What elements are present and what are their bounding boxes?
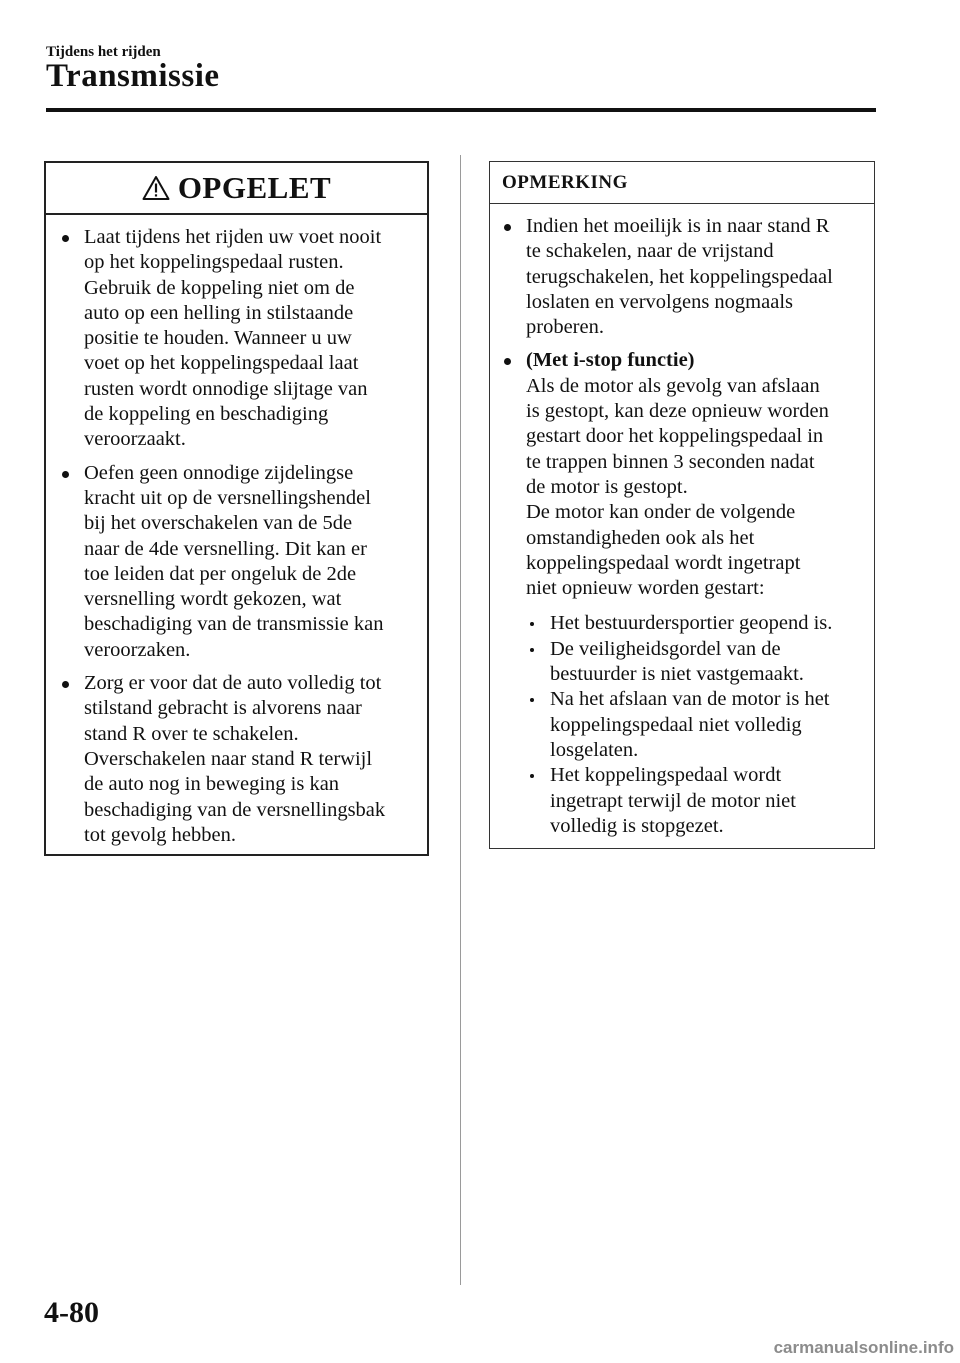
- caution-header: [46, 163, 427, 215]
- bullet-icon: [62, 471, 69, 478]
- sub-item-text: Na het afslaan van de motor is het koppelingspedaal niet volledig losgelaten.: [550, 688, 830, 761]
- note-heading: OPMERKING: [502, 171, 628, 193]
- caution-box: [44, 161, 429, 856]
- page-title: Transmissie: [46, 58, 220, 94]
- list-item: [60, 225, 417, 453]
- caution-item-text: Laat tijdens het rijden uw voet nooit op het koppelingspedaal rusten. Gebruik de koppeling niet om de auto op een helling in stilstaande positie te houden. Wanneer u uw voet op het koppelingspedaal laat rusten wordt onnodige slijtage van de koppeling en beschadiging veroorzaakt.: [84, 226, 382, 451]
- caution-heading: OPGELET: [177, 170, 332, 205]
- note-box: [489, 161, 875, 849]
- small-bullet-icon: [530, 698, 534, 702]
- page-number: 4-80: [44, 1296, 99, 1329]
- sub-item-text: De veiligheidsgordel van de bestuurder is niet vastgemaakt.: [550, 637, 804, 686]
- note-header: [490, 162, 874, 204]
- column-divider: [460, 155, 461, 1285]
- sub-list: [526, 611, 868, 839]
- caution-list: [46, 215, 427, 848]
- sub-item-text: Het koppelingspedaal wordt ingetrapt terwijl de motor niet volledig is stopgezet.: [550, 764, 796, 837]
- small-bullet-icon: [530, 622, 534, 626]
- caution-item-text: Zorg er voor dat de auto volledig tot stilstand gebracht is alvorens naar stand R over te schakelen. Overschakelen naar stand R terwijl de auto nog in beweging is kan beschadiging van de versnellingsbak tot gevolg hebben.: [84, 672, 386, 846]
- caution-item-text: Oefen geen onnodige zijdelingse kracht uit op de versnellingshendel bij het overschakelen van de 5de naar de 4de versnelling. Dit kan er toe leiden dat per ongeluk de 2de versnelling wordt gekozen, wat beschadiging van de transmissie kan veroorzaken.: [84, 461, 384, 661]
- bullet-icon: [504, 358, 511, 365]
- small-bullet-icon: [530, 774, 534, 778]
- section-label: Tijdens het rijden: [46, 44, 161, 60]
- title-divider: [46, 108, 876, 112]
- sub-list-item: [526, 637, 868, 688]
- note-item-text: Als de motor als gevolg van afslaan is gestopt, kan deze opnieuw worden gestart door het koppelingspedaal in te trappen binnen 3 seconden nadat de motor is gestopt. De motor kan onder de volgende omstandigheden ook als het koppelingspedaal wordt ingetrapt niet opnieuw worden gestart:: [526, 374, 829, 600]
- bullet-icon: [62, 681, 69, 688]
- sub-item-text: Het bestuurdersportier geopend is.: [550, 612, 833, 635]
- list-item: [60, 671, 417, 848]
- watermark-link[interactable]: carmanualsonline.info: [773, 1338, 954, 1357]
- note-item-text: Indien het moeilijk is in naar stand R te schakelen, naar de vrijstand terugschakelen, het koppelingspedaal loslaten en vervolgens nogmaals proberen.: [526, 215, 833, 339]
- small-bullet-icon: [530, 648, 534, 652]
- bullet-icon: [62, 235, 69, 242]
- sub-list-item: [526, 687, 868, 763]
- sub-list-item: [526, 763, 868, 839]
- list-item: [502, 214, 868, 340]
- note-item-heading: (Met i-stop functie): [526, 349, 695, 372]
- warning-triangle-icon: [142, 175, 170, 201]
- list-item: [60, 461, 417, 663]
- note-list: [490, 204, 874, 839]
- bullet-icon: [504, 224, 511, 231]
- list-item: [502, 348, 868, 839]
- sub-list-item: [526, 611, 868, 636]
